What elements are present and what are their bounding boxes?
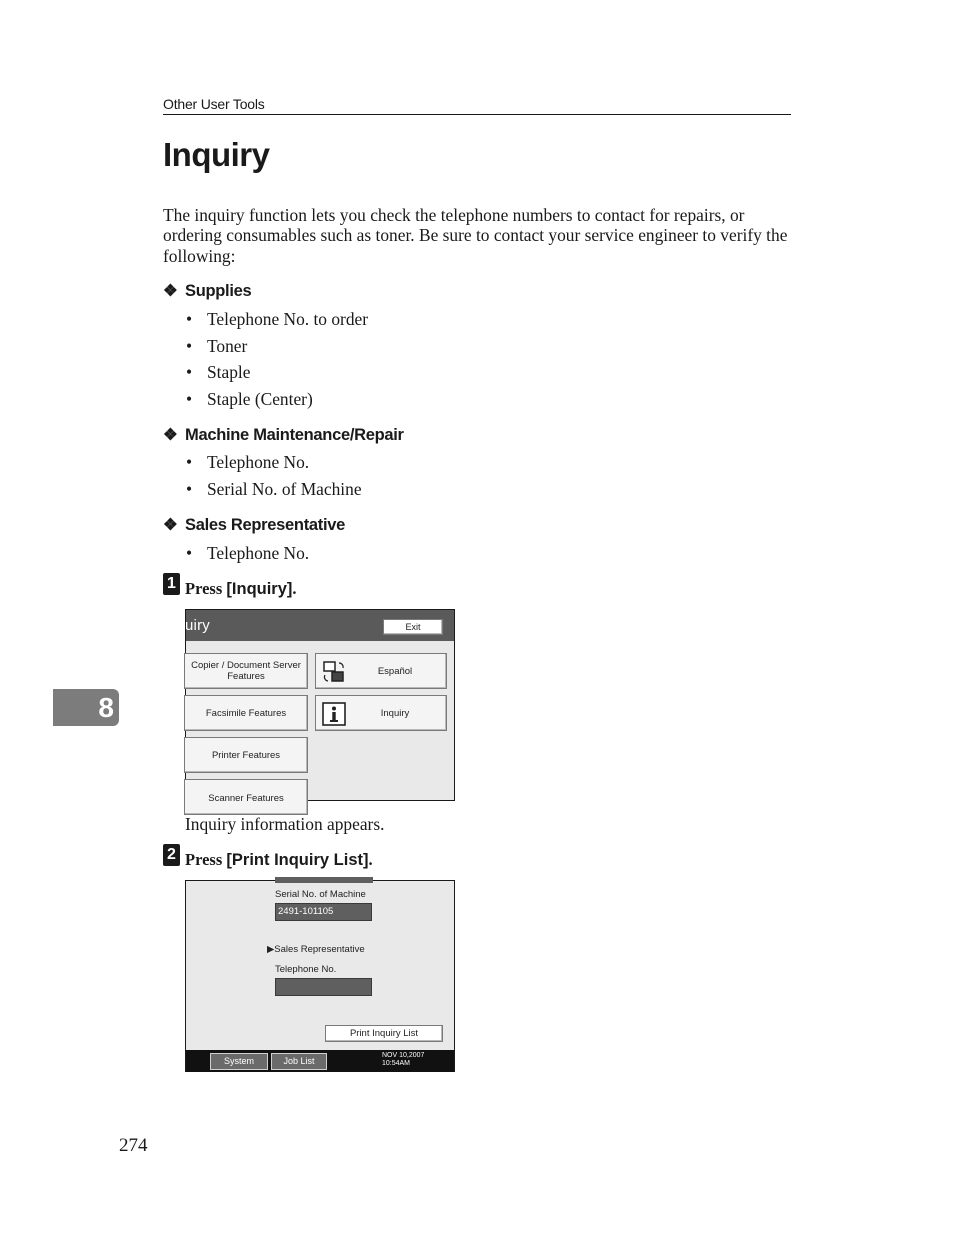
step-1-instruction: Press [Inquiry]. [185,579,297,598]
list-item: • Staple [186,359,368,386]
diamond-bullet-icon: ❖ [163,516,178,534]
page-title: Inquiry [163,136,270,173]
sales-list [186,540,309,567]
inquiry-info-screenshot [185,880,455,1081]
inquiry-button[interactable]: Inquiry [315,695,447,731]
screen-title: uiry [185,617,210,634]
supplies-list [186,306,368,412]
screen-title-bar [186,610,454,641]
running-header: Other User Tools [163,96,265,112]
list-item: • Telephone No. [186,540,309,567]
intro-paragraph: The inquiry function lets you check the telephone numbers to contact for repairs, or ordering consumables such as toner. Be sure to contact your service engineer to verify the following: [163,205,788,266]
telephone-no-label: Telephone No. [275,964,337,975]
info-icon [321,701,347,727]
serial-no-label: Serial No. of Machine [275,889,366,900]
page-number: 274 [119,1135,148,1156]
maintenance-list [186,449,362,502]
step-2-instruction: Press [Print Inquiry List]. [185,850,373,869]
print-inquiry-list-button[interactable]: Print Inquiry List [325,1025,443,1042]
step-number-2: 2 [163,844,180,866]
telephone-no-field [275,978,372,996]
diamond-bullet-icon: ❖ [163,282,178,300]
serial-no-field: 2491-101105 [275,903,372,921]
chapter-tab: 8 [53,689,119,726]
list-item: • Toner [186,333,368,360]
facsimile-features-button[interactable]: Facsimile Features [184,695,308,731]
system-status-button[interactable]: System Status [210,1053,268,1070]
header-rule [163,114,791,115]
step-1-result: Inquiry information appears. [185,814,385,834]
sales-representative-heading: ▶Sales Representative [267,944,365,955]
copier-document-server-features-button[interactable]: Copier / Document Server Features [184,653,308,689]
section-heading-sales: ❖ Sales Representative [163,516,346,534]
exit-button[interactable]: Exit [383,619,443,635]
list-item: • Serial No. of Machine [186,476,362,503]
list-item: • Telephone No. to order [186,306,368,333]
scrolled-field-edge [275,877,373,883]
step-number-1: 1 [163,573,180,595]
list-item: • Telephone No. [186,449,362,476]
job-list-button[interactable]: Job List [271,1053,327,1070]
espanol-button[interactable]: Español [315,653,447,689]
date-time-display: NOV 10,2007 10:54AM [382,1052,425,1067]
scanner-features-button[interactable]: Scanner Features [184,779,308,815]
diamond-bullet-icon: ❖ [163,426,178,444]
language-switch-icon [321,659,347,685]
section-heading-supplies: ❖ Supplies [163,282,252,300]
inquiry-menu-screenshot [185,609,455,804]
printer-features-button[interactable]: Printer Features [184,737,308,773]
list-item: • Staple (Center) [186,386,368,413]
section-heading-maintenance: ❖ Machine Maintenance/Repair [163,426,404,444]
status-bar [186,1050,454,1081]
